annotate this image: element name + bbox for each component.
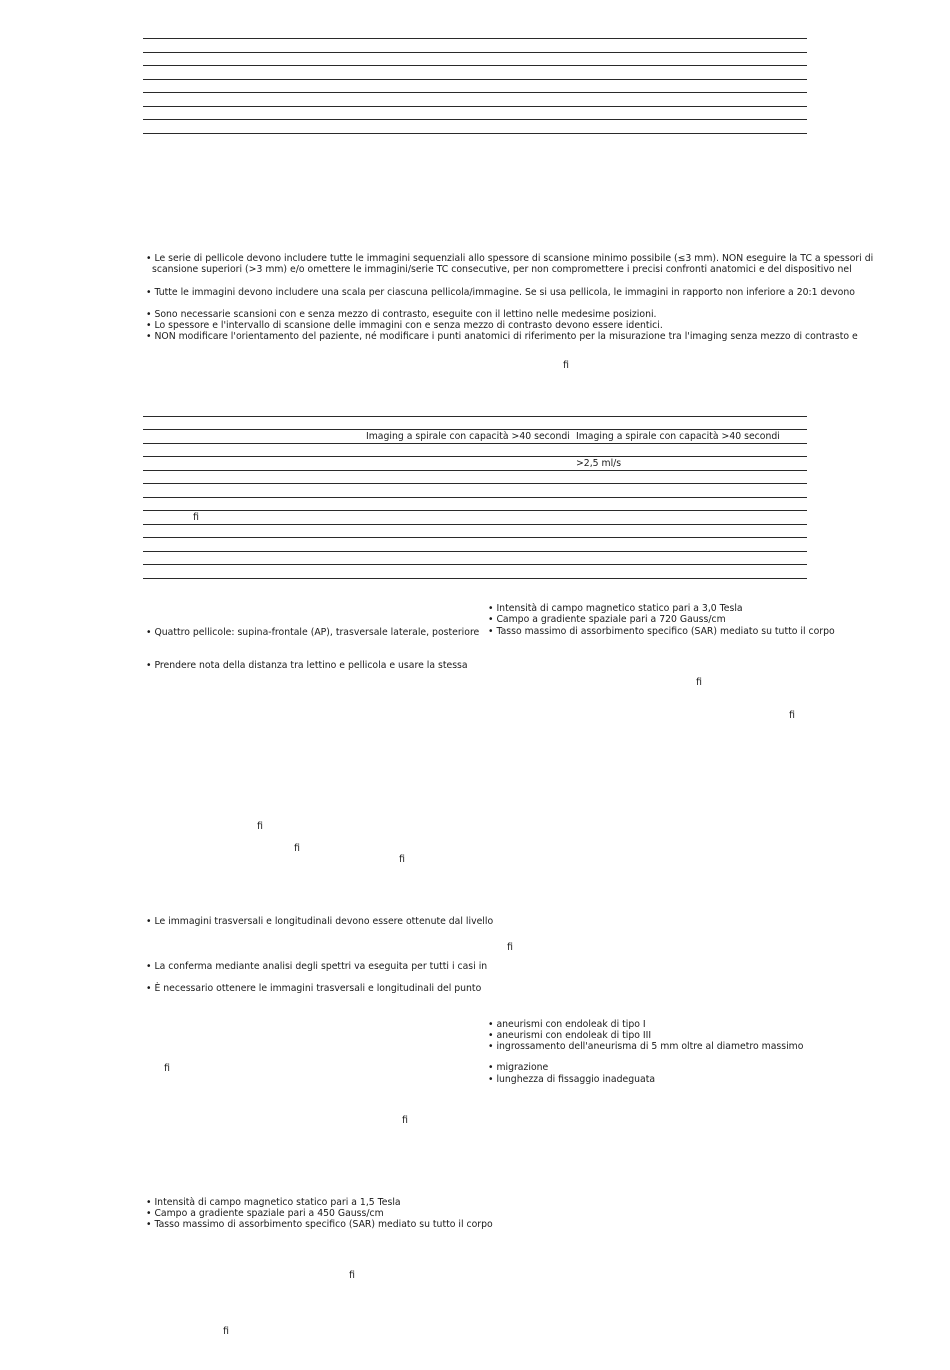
table-rule [143,551,807,552]
bullet-text: scansione superiori (>3 mm) e/o omettere le immagini/serie TC consecutive, per non compromettere i precisi confronti anatomici e del dispositivo nel [152,264,852,275]
list-item: • lunghezza di fissaggio inadeguata [488,1074,656,1085]
table-rule [143,443,807,444]
mri-item: • Campo a gradiente spaziale pari a 450 Gauss/cm [146,1208,384,1219]
table-rule [143,470,807,471]
table-cell: >2,5 ml/s [576,458,622,469]
bullet-text: • Prendere nota della distanza tra lettino e pellicola e usare la stessa [146,660,468,671]
ligature-glyph: ﬁ [402,1115,408,1126]
mri-item: • Intensità di campo magnetico statico pari a 1,5 Tesla [146,1197,401,1208]
mri-item: • Tasso massimo di assorbimento specifico (SAR) mediato su tutto il corpo [488,626,835,637]
table-rule [143,497,807,498]
list-item: • aneurismi con endoleak di tipo I [488,1019,646,1030]
table-rule [143,429,807,430]
rule [143,106,807,107]
table-rule [143,510,807,511]
ligature-glyph: ﬁ [294,843,300,854]
ligature-glyph: ﬁ [789,710,795,721]
bullet-text: • Quattro pellicole: supina-frontale (AP), trasversale laterale, posteriore [146,627,480,638]
rule [143,92,807,93]
table-rule [143,537,807,538]
table-rule [143,578,807,579]
rule [143,65,807,66]
bullet-text: • È necessario ottenere le immagini trasversali e longitudinali del punto [146,983,482,994]
rule [143,38,807,39]
list-item: • aneurismi con endoleak di tipo III [488,1030,652,1041]
list-item: • migrazione [488,1062,549,1073]
ligature-glyph: ﬁ [696,677,702,688]
list-item: • ingrossamento dell'aneurisma di 5 mm oltre al diametro massimo [488,1041,804,1052]
ligature-glyph: ﬁ [399,854,405,865]
bullet-text: • Le immagini trasversali e longitudinali devono essere ottenute dal livello [146,916,494,927]
ligature-glyph: ﬁ [563,360,569,371]
bullet-text: • Tutte le immagini devono includere una scala per ciascuna pellicola/immagine. Se si usa pellicola, le immagini in rapporto non inferiore a 20:1 devono [146,287,855,298]
ligature-glyph: ﬁ [257,821,263,832]
table-rule [143,524,807,525]
bullet-text: • Le serie di pellicole devono includere tutte le immagini sequenziali allo spessore di scansione minimo possibile (≤3 mm). NON eseguire la TC a spessori di [146,253,874,264]
table-rule [143,564,807,565]
bullet-text: • Sono necessarie scansioni con e senza mezzo di contrasto, eseguite con il lettino nelle medesime posizioni. [146,309,657,320]
ligature-glyph: ﬁ [223,1326,229,1337]
mri-item: • Intensità di campo magnetico statico pari a 3,0 Tesla [488,603,743,614]
ligature-glyph: ﬁ [164,1063,170,1074]
bullet-text: • La conferma mediante analisi degli spettri va eseguita per tutti i casi in [146,961,488,972]
rule [143,52,807,53]
table-rule [143,483,807,484]
ligature-glyph: ﬁ [349,1270,355,1281]
mri-item: • Tasso massimo di assorbimento specifico (SAR) mediato su tutto il corpo [146,1219,493,1230]
table-cell: Imaging a spirale con capacità >40 secondi [366,431,570,442]
rule [143,133,807,134]
ligature-glyph: ﬁ [193,512,199,523]
bullet-text: • Lo spessore e l'intervallo di scansione delle immagini con e senza mezzo di contrasto devono essere identici. [146,320,663,331]
ligature-glyph: ﬁ [507,942,513,953]
table-rule [143,456,807,457]
bullet-text: • NON modificare l'orientamento del paziente, né modificare i punti anatomici di riferimento per la misurazione tra l'imaging senza mezzo di contrasto e [146,331,858,342]
table-rule [143,416,807,417]
mri-item: • Campo a gradiente spaziale pari a 720 Gauss/cm [488,614,726,625]
rule [143,79,807,80]
table-cell: Imaging a spirale con capacità >40 secondi [576,431,780,442]
rule [143,119,807,120]
